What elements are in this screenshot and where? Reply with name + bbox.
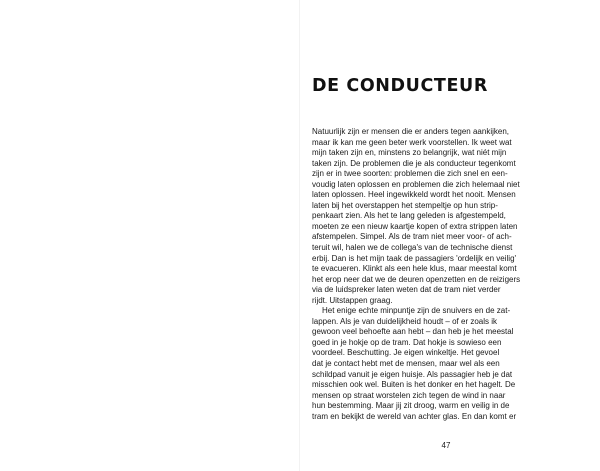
text-line: te evacueren. Klinkt als een hele klus, maar meestal komt [312,264,517,274]
text-line: gewoon veel behoefte aan hebt – dan heb je het meestal [312,327,514,337]
text-line: moeten ze een nieuw kaartje kopen of extra strippen laten [312,221,518,231]
text-line: laten bij het overstappen het stempeltje op hun strip- [312,200,498,210]
text-line: laten oplossen. Heel ingewikkeld wordt het nooit. Mensen [312,190,516,200]
text-line: lappen. Als je van duidelijkheid houdt – of er zoals ik [312,316,498,326]
text-line: misschien ook wel. Buiten is het donker en het hagelt. De [312,380,516,390]
text-line: erbij. Dan is het mijn taak de passagiers 'ordelijk en veilig' [312,253,517,263]
text-line: voudig laten oplossen en problemen die zich helemaal niet [312,179,520,189]
text-line: maar ik kan me geen beter werk voorstellen. Ik weet wat [312,137,512,147]
text-line: mijn taken zijn en, minstens zo belangrijk, wat niét mijn [312,148,507,158]
text-line: via de luidspreker laten weten dat de tram niet verder [312,285,501,295]
body-text [312,127,538,422]
text-line: Het enige echte minpuntje zijn de snuivers en de zat- [322,306,511,316]
text-line: penkaart zien. Als het te lang geleden is afgestempeld, [312,211,506,221]
text-line: zijn er in twee soorten: problemen die zich snel en een- [312,169,508,179]
text-line: schildpad vanuit je eigen huisje. Als passagier heb je dat [312,369,513,379]
text-line: goed in je hokje op de tram. Dat hokje is sowieso een [312,337,502,347]
text-line: afstempelen. Simpel. Als de tram niet meer voor- of ach- [312,232,512,242]
page-number: 47 [441,441,451,450]
page-gutter [299,0,300,471]
text-line: mensen op straat worstelen zich tegen de wind in naar [312,390,506,400]
text-line: tram en bekijkt de wereld van achter glas. En dan komt er [312,411,517,421]
text-line: voordeel. Beschutting. Je eigen winkeltje. Het gevoel [312,348,500,358]
text-line: Natuurlijk zijn er mensen die er anders tegen aankijken, [312,127,509,136]
text-line: het erop neer dat we de deuren openzetten en de reizigers [312,274,521,284]
chapter-title: DE CONDUCTEUR [312,76,488,96]
text-line: rijdt. Uitstappen graag. [312,295,393,305]
text-line: dat je contact hebt met de mensen, maar wel als een [312,359,500,369]
text-line: taken zijn. De problemen die je als conducteur tegenkomt [312,158,516,168]
text-line: hun bestemming. Maar jij zit droog, warm en veilig in de [312,401,510,411]
text-line: teruit wil, halen we de collega's van de technische dienst [312,243,513,253]
